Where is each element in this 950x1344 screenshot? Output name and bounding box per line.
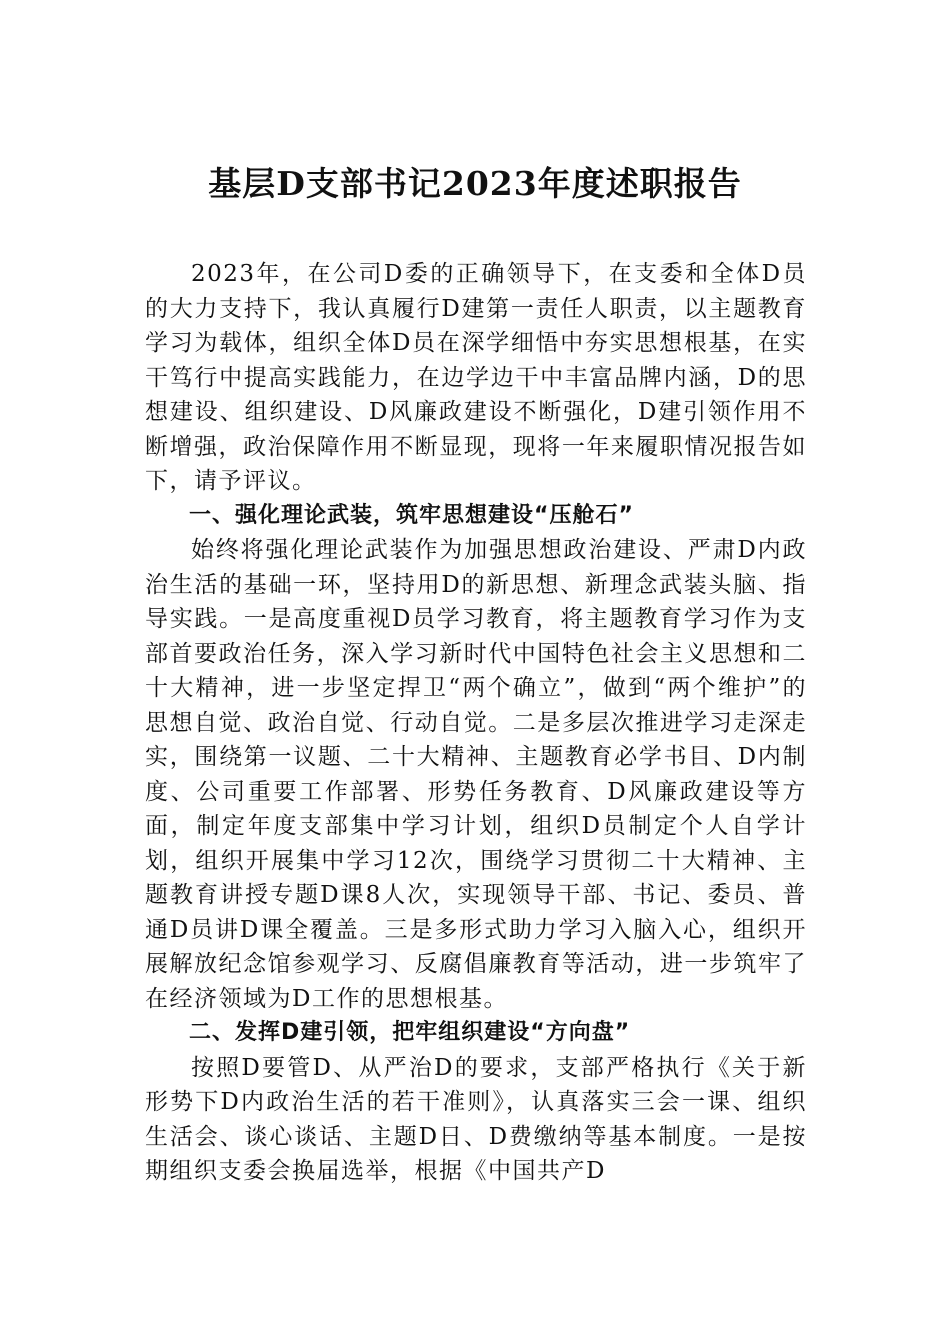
- section-1-paragraph: 始终将强化理论武装作为加强思想政治建设、严肃D内政治生活的基础一环，坚持用D的新思想、新理念武装头脑、指导实践。一是高度重视D员学习教育，将主题教育学习作为支部首要政治任务，深入学习新时代中国特色社会主义思想和二十大精神，进一步坚定捍卫“两个确立”，做到“两个维护”的思想自觉、政治自觉、行动自觉。二是多层次推进学习走深走实，围绕第一议题、二十大精神、主题教育必学书目、D内制度、公司重要工作部署、形势任务教育、D风廉政建设等方面，制定年度支部集中学习计划，组织D员制定个人自学计划，组织开展集中学习12次，围绕学习贯彻二十大精神、主题教育讲授专题D课8人次，实现领导干部、书记、委员、普通D员讲D课全覆盖。三是多形式助力学习入脑入心，组织开展解放纪念馆参观学习、反腐倡廉教育等活动，进一步筑牢了在经济领域为D工作的思想根基。: [145, 537, 807, 1012]
- document-body: [145, 257, 807, 1189]
- section-heading-1: 一、强化理论武装，筑牢思想建设“压舱石”: [189, 502, 634, 528]
- section-heading-2: 二、发挥D建引领，把牢组织建设“方向盘”: [189, 1020, 631, 1045]
- section-2-paragraph: 按照D要管D、从严治D的要求，支部严格执行《关于新形势下D内政治生活的若干准则》，认真落实三会一课、组织生活会、谈心谈话、主题D日、D费缴纳等基本制度。一是按期组织支委会换届选举，根据《中国共产D: [145, 1054, 807, 1184]
- intro-paragraph: 2023年，在公司D委的正确领导下，在支委和全体D员的大力支持下，我认真履行D建第一责任人职责，以主题教育学习为载体，组织全体D员在深学细悟中夯实思想根基，在实干笃行中提高实践能力，在边学边干中丰富品牌内涵，D的思想建设、组织建设、D风廉政建设不断强化，D建引领作用不断增强，政治保障作用不断显现，现将一年来履职情况报告如下，请予评议。: [145, 261, 807, 494]
- document-title: 基层D支部书记2023年度述职报告: [208, 164, 742, 203]
